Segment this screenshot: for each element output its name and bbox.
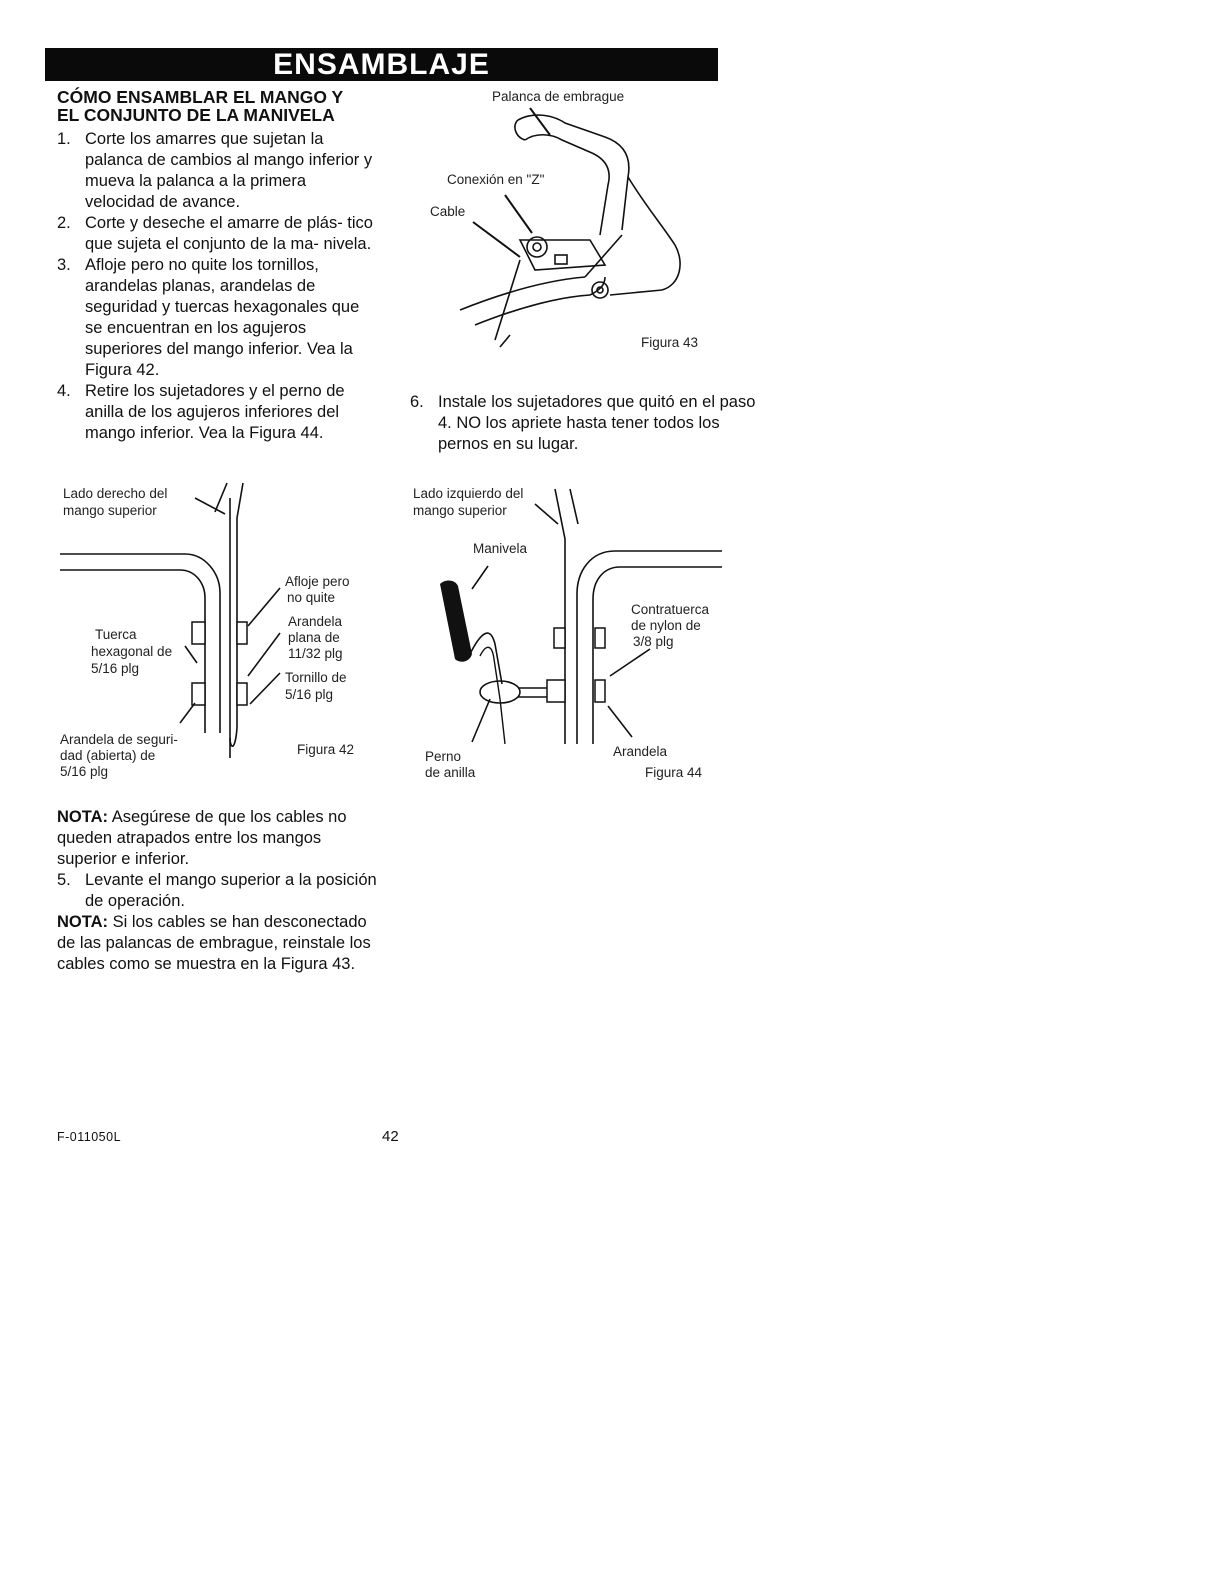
crank-drawing: [440, 580, 550, 744]
flat-washer-label-1: Arandela: [288, 614, 343, 629]
steps-list: [57, 129, 377, 444]
upper-right-handle-label-1: Lado derecho del: [63, 486, 168, 501]
figure-43: [400, 85, 730, 360]
flat-washer-label-3: 11/32 plg: [288, 646, 343, 661]
step-number: 4.: [57, 382, 71, 400]
hex-nut-label-3: 5/16 plg: [91, 661, 140, 676]
step-6: [410, 392, 758, 455]
step-number: 6.: [410, 393, 424, 411]
hardware: [547, 628, 605, 702]
step-3: [57, 255, 377, 381]
step-number: 2.: [57, 214, 71, 232]
loosen-label-2: no quite: [287, 590, 336, 605]
cable-label: Cable: [430, 204, 466, 219]
note-1: [57, 807, 377, 870]
figure-43-caption: Figura 43: [641, 335, 699, 350]
section-banner: ENSAMBLAJE: [45, 48, 718, 81]
step-text: Retire los sujetadores y el perno de anilla de los agujeros inferiores del mango inferior. Vea la Figura 44.: [85, 382, 345, 442]
upper-right-handle-label-2: mango superior: [63, 503, 157, 518]
step-number: 3.: [57, 256, 71, 274]
step-number: 1.: [57, 130, 71, 148]
leader-lines: [472, 504, 650, 742]
clutch-lever-drawing: [460, 115, 680, 347]
notes-block: [57, 807, 377, 975]
nylon-nut-label-2: de nylon de: [631, 618, 701, 633]
hex-nut-label-2: hexagonal de: [91, 644, 173, 659]
upper-left-handle-label-2: mango superior: [413, 503, 507, 518]
page-number: 42: [382, 1128, 399, 1145]
note-text: Asegúrese de que los cables no queden atrapados entre los mangos superior e inferior.: [57, 808, 347, 868]
washer-label: Arandela: [613, 744, 668, 759]
hex-nut-label-1: Tuerca: [95, 627, 137, 642]
figure-42-caption: Figura 42: [297, 742, 355, 757]
step-1: [57, 129, 377, 213]
step-number: 5.: [57, 871, 71, 889]
handle-drawing: [60, 483, 243, 758]
step-text: Corte los amarres que sujetan la palanca de cambios al mango inferior y mueva la palanca a la primera velocidad de avance.: [85, 130, 373, 211]
figure-42: [55, 478, 375, 788]
note-label: NOTA:: [57, 913, 109, 931]
heading-line-2: EL CONJUNTO DE LA MANIVELA: [57, 105, 335, 125]
loosen-label-1: Afloje pero: [285, 574, 350, 589]
upper-left-handle-label-1: Lado izquierdo del: [413, 486, 524, 501]
heading-line-1: CÓMO ENSAMBLAR EL MANGO Y: [57, 87, 344, 107]
z-connection-label: Conexión en "Z": [447, 172, 545, 187]
step-2: [57, 213, 377, 255]
note-text: Si los cables se han desconectado de las palancas de embrague, reinstale los cables como se muestra en la Figura 43.: [57, 913, 371, 973]
bolt-label-1: Tornillo de: [285, 670, 347, 685]
step-text: Levante el mango superior a la posición de operación.: [85, 871, 377, 910]
step-4: [57, 381, 377, 444]
note-label: NOTA:: [57, 808, 109, 826]
section-heading: [57, 88, 387, 124]
eye-bolt-label-1: Perno: [425, 749, 462, 764]
step-text: Corte y deseche el amarre de plás- tico que sujeta el conjunto de la ma- nivela.: [85, 214, 373, 253]
figure-44: [410, 484, 730, 784]
lock-washer-label-1: Arandela de seguri-: [60, 732, 178, 747]
lock-washer-label-3: 5/16 plg: [60, 764, 109, 779]
document-code: F-011050L: [57, 1130, 122, 1144]
crank-label: Manivela: [473, 541, 528, 556]
eye-bolt-label-2: de anilla: [425, 765, 476, 780]
nylon-nut-label-1: Contratuerca: [631, 602, 710, 617]
figure-44-caption: Figura 44: [645, 765, 703, 780]
note-2: [57, 912, 377, 975]
nylon-nut-label-3: 3/8 plg: [633, 634, 674, 649]
step-text: Afloje pero no quite los tornillos, arandelas planas, arandelas de seguridad y tuercas hexagonales que se encuentran en los agujeros superiores del mango inferior. Vea la Figura 42.: [85, 256, 360, 379]
clutch-lever-label: Palanca de embrague: [492, 89, 625, 104]
step-5: [57, 870, 377, 912]
step-text: Instale los sujetadores que quitó en el paso 4. NO los apriete hasta tener todos los pernos en su lugar.: [438, 393, 756, 453]
bolt-label-2: 5/16 plg: [285, 687, 334, 702]
lock-washer-label-2: dad (abierta) de: [60, 748, 156, 763]
flat-washer-label-2: plana de: [288, 630, 340, 645]
